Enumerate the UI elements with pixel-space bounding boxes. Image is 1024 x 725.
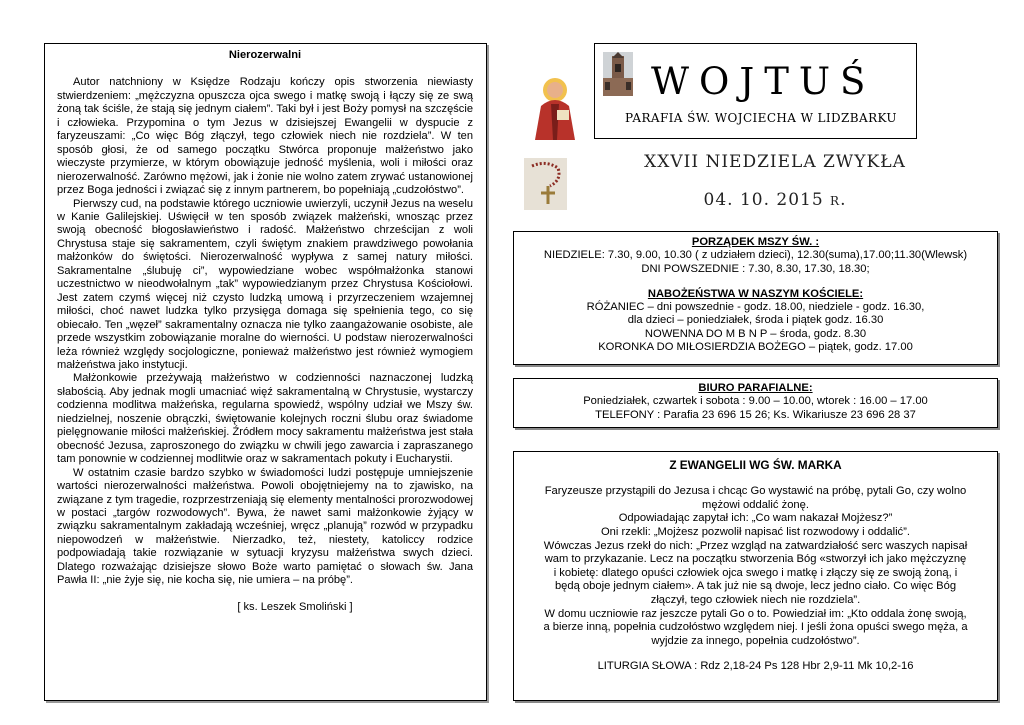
sunday-title: XXVII NIEDZIELA ZWYKŁA [644, 152, 906, 172]
gospel-line: i kobietę: dlatego opuści człowiek ojca swego i matkę i złączy się ze swoją żoną, i [553, 566, 958, 579]
article-paragraph: Autor natchniony w Księdze Rodzaju kończy opis stworzenia niewiasty stwierdzeniem: „mężczyzna opuszcza ojca swego i matkę swoją i łączy się ze swą żoną tak ściśle, że stają się jednym ciałem”. Taki był i jest Boży pomysł na szczęście i człowieka. Przypomina o tym Jezus w dzisiejszej Ewangelii w dyspucie z faryzeuszami: „Co więc Bóg złączył, tego człowiek niech nie rozdziela”. W ten sposób głosi, że od samego początku Stwórca proponuje małżeństwo jako wieczyste przymierze, w którym obowiązuje jedność myślenia, woli i miłości oraz nierozerwalność. Zarówno mężowi, jak i żonie nie wolno zatem zrywać ustanowionej przez Boga jedności i związać się z innym partnerem, bo popełniają „cudzołóstwo”. [57, 76, 473, 197]
article-paragraph: Małżonkowie przeżywają małżeństwo w codzienności naznaczonej ludzką słabością. Aby jednak mogli umacniać więź sakramentalną w Chrystusie, wystarczy codzienna modlitwa małżeńska, regularna spowiedź, wspólny udział we Mszy św. niedzielnej, noszenie obrączki, świętowanie kolejnych roczni ślubu oraz świadome pielęgnowanie miłości małżeńskiej. Źródłem mocy sakramentu małżeństwa jest stała obecność Jezusa, zaproszonego do związku w chwili jego zawarcia i zapraszanego tam ponownie w codziennej modlitwie oraz w sakramentach pokuty i Eucharystii. [57, 372, 473, 466]
gospel-line: a bierze inną, popełnia cudzołóstwo względem niej. I jeśli żona opuści swego męża, a [543, 621, 968, 634]
saint-image [531, 76, 579, 140]
office-line: Poniedziałek, czwartek i sobota : 9.00 – 10.00, wtorek : 16.00 – 17.00 [583, 395, 928, 408]
gospel-line: mężowi oddalić żonę. [702, 498, 809, 511]
services-line: dla dzieci – poniedziałek, środa i piątek godz. 16.30 [627, 314, 884, 327]
parish-office-box [513, 378, 998, 428]
liturgy-readings: LITURGIA SŁOWA : Rdz 2,18-24 Ps 128 Hbr 2,9-11 Mk 10,2-16 [597, 660, 914, 673]
gospel-line: będą oboje jednym ciałem». A tak już nie są dwoje, lecz jedno ciało. Co więc Bóg [554, 580, 957, 593]
rosary-image [524, 158, 567, 210]
masthead-title: WOJTUŚ [651, 60, 876, 103]
services-heading: NABOŻEŃSTWA W NASZYM KOŚCIELE: [647, 287, 864, 300]
mass-schedule-line: NIEDZIELE: 7.30, 9.00, 10.30 ( z udziałem dzieci), 12.30(suma),17.00;11.30(Wlewsk) [543, 249, 968, 262]
article-paragraph: Pierwszy cud, na podstawie którego uczniowie uwierzyli, uczynił Jezus na weselu w Kanie Galilejskiej. Uświęcił w ten sposób związek małżeński, wnosząc przez swoją obecność błogosławieństwo i radość. Małżeństwo chrześcijan z woli Chrystusa staje się sakramentem, czyli świętym znakiem prawdziwego powołania małżonków do świętości. Nierozerwalność wypływa z samej natury miłości. Sakramentalne „ślubuję ci”, wypowiedziane wobec współmałżonka stanowi uczestnictwo w nieodwołalnym „tak” wypowiedzianym przez Chrystusa Kościołowi. Jest zatem czymś więcej niż czysto ludzką umową i przyrzeczeniem wzajemnej miłości, choć nawet ludzka tylko przysięga domaga się spełnienia tego, co się obiecało. Ten „węzeł” sakramentalny oznacza nie tylko zaangażowanie osobiste, ale przede wszystkim zobowiązanie moralne do wierności. U podstaw nierozerwalności leża również względy socjologiczne, ponieważ małżeństwo jest również wymogiem małżeństwa jako instytucji. [57, 197, 473, 371]
gospel-line: Odpowiadając zapytał ich: „Co wam nakazał Mojżesz?” [618, 512, 893, 525]
services-line: KORONKA DO MIŁOSIERDZIA BOŻEGO – piątek, godz. 17.00 [598, 341, 913, 354]
services-line: RÓŻANIEC – dni powszednie - godz. 18.00, niedziele - godz. 16.30, [586, 301, 925, 314]
gospel-heading: Z EWANGELII WG ŚW. MARKA [669, 458, 842, 472]
gospel-line: wam to przykazanie. Lecz na początku stworzenia Bóg «stworzył ich jako mężczyznę [544, 553, 967, 566]
mass-schedule-box [513, 231, 998, 365]
mass-schedule-line: DNI POWSZEDNIE : 7.30, 8.30, 17.30, 18.30; [641, 262, 870, 275]
services-line: NOWENNA DO M B N P – środa, godz. 8.30 [644, 327, 867, 340]
gospel-line: Wówczas Jezus rzekł do nich: „Przez wzgląd na zatwardziałość serc waszych napisał [543, 539, 968, 552]
article-box [44, 43, 487, 701]
office-heading: BIURO PARAFIALNE: [698, 382, 813, 394]
masthead [594, 43, 917, 139]
office-line: TELEFONY : Parafia 23 696 15 26; Ks. Wikariusze 23 696 28 37 [595, 408, 916, 421]
gospel-line: złączył, tego człowiek niech nie rozdziela”. [650, 594, 861, 607]
church-icon [603, 52, 633, 96]
issue-date: 04. 10. 2015 r. [703, 190, 847, 210]
mass-schedule-heading: PORZĄDEK MSZY ŚW. : [691, 236, 820, 248]
gospel-line: W domu uczniowie raz jeszcze pytali Go o to. Powiedział im: „Kto oddala żonę swoją, [544, 607, 967, 620]
article-signature: [ ks. Leszek Smoliński ] [237, 600, 353, 613]
gospel-line: wyjdzie za innego, popełnia cudzołóstwo”. [651, 634, 860, 647]
masthead-subtitle: PARAFIA ŚW. WOJCIECHA W LIDZBARKU [625, 111, 897, 125]
article-paragraph: W ostatnim czasie bardzo szybko w świadomości ludzi postępuje umniejszenie wartości nierozerwalności małżeństwa. Powoli obojętniejemy na to zjawisko, na związane z tym tragedie, rozprzestrzeniają się elementy mentalności prorozwodowej w postaci „targów rozwodowych”. Bywa, że nawet sami małżonkowie żyjący w związku sakramentalnym zakładają wcześniej, wręcz „planują” rozwód w przypadku niepowodzeń w małżeństwie. Nierzadko, też, niestety, katoliccy rodzice podpowiadają takie rozwiązanie w sytuacji kryzysu małżeństwa swych dzieci. Dlatego rozważając dzisiejsze słowo Boże warto pamiętać o słowach św. Jana Pawła II: „nie żyje się, nie kocha się, nie umiera – na próbę”. [57, 466, 473, 587]
gospel-box [513, 451, 998, 701]
article-title: Nierozerwalni [228, 49, 302, 61]
gospel-line: Faryzeusze przystąpili do Jezusa i chcąc Go wystawić na próbę, pytali Go, czy wolno [544, 485, 967, 498]
gospel-line: Oni rzekli: „Mojżesz pozwolił napisać list rozwodowy i oddalić”. [600, 526, 910, 539]
